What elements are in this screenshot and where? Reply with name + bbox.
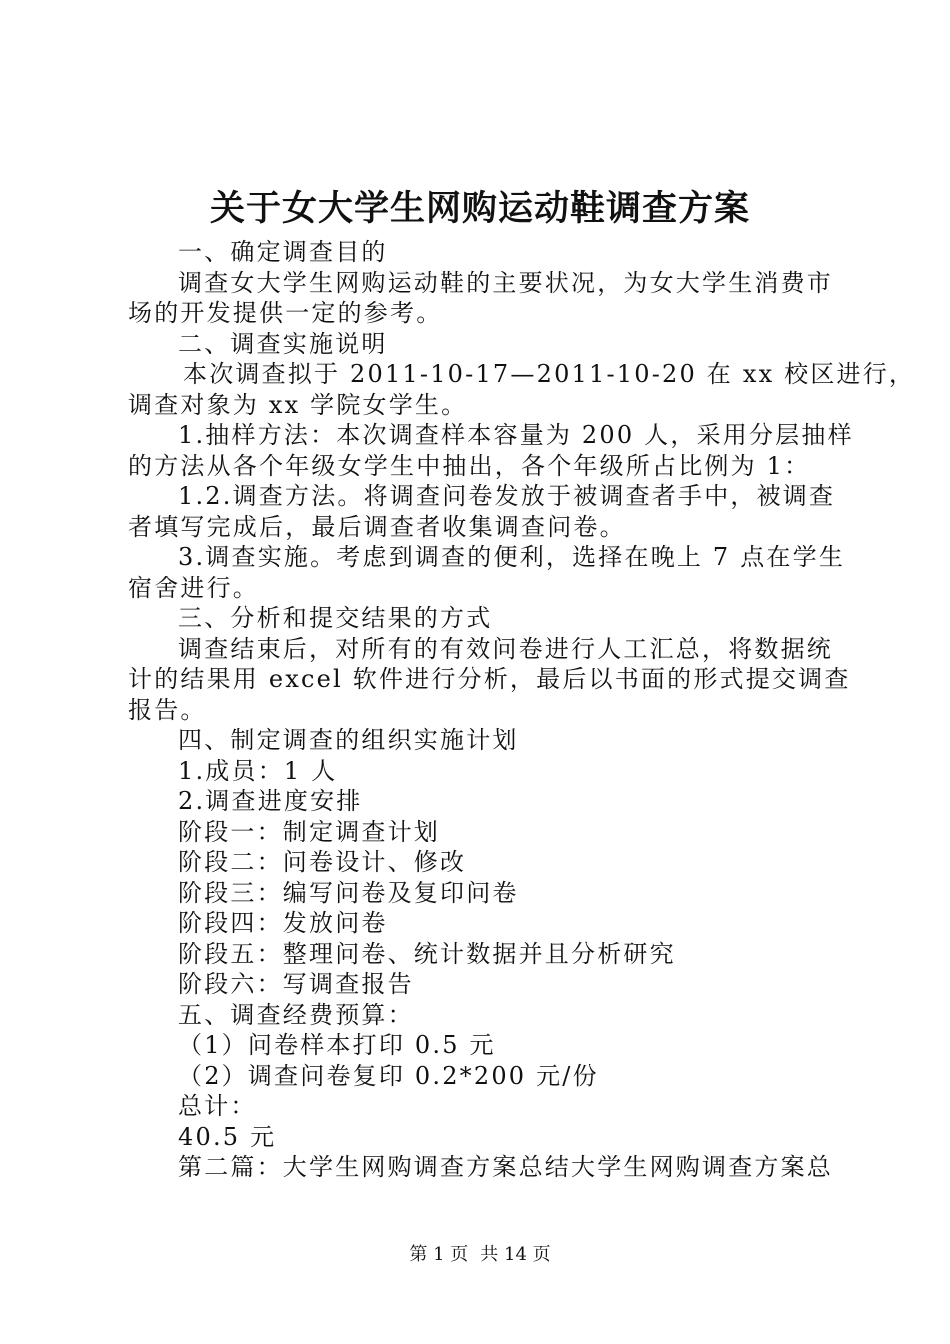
budget-item: （2）调查问卷复印 0.2*200 元/份 — [178, 1061, 599, 1090]
section-heading-3: 三、分析和提交结果的方式 — [178, 604, 493, 632]
schedule-item: 阶段三：编写问卷及复印问卷 — [178, 878, 519, 907]
paragraph-line: 调查女大学生网购运动鞋的主要状况，为女大学生消费市 — [178, 268, 833, 297]
section-heading-4: 四、制定调查的组织实施计划 — [178, 726, 519, 754]
budget-item: （1）问卷样本打印 0.5 元 — [178, 1031, 496, 1059]
schedule-item: 阶段六：写调查报告 — [178, 970, 414, 998]
budget-total-label: 总计： — [178, 1092, 257, 1120]
paragraph-line: 调查对象为 xx 学院女学生。 — [128, 390, 468, 419]
page-footer — [0, 1244, 950, 1266]
paragraph-line: 本次调查拟于 2011-10-17—2011-10-20 在 xx 校区进行， — [183, 360, 916, 388]
list-item: 1.成员：1 人 — [178, 756, 338, 785]
section-heading-5: 五、调查经费预算： — [178, 1000, 414, 1029]
paragraph-line: 场的开发提供一定的参考。 — [128, 299, 443, 327]
paragraph-line: 报告。 — [128, 695, 207, 724]
paragraph-line: 1.抽样方法：本次调查样本容量为 200 人，采用分层抽样 — [178, 421, 854, 449]
schedule-item: 阶段四：发放问卷 — [178, 909, 388, 937]
section-heading-2: 二、调查实施说明 — [178, 329, 388, 358]
list-item: 2.调查进度安排 — [178, 787, 363, 815]
document-title: 关于女大学生网购运动鞋调查方案 — [209, 188, 750, 229]
paragraph-line: 1.2.调查方法。将调查问卷发放于被调查者手中，被调查 — [178, 482, 836, 510]
schedule-item: 阶段一：制定调查计划 — [178, 817, 440, 846]
page-number: 第 1 页 — [409, 1244, 469, 1265]
schedule-item: 阶段五：整理问卷、统计数据并且分析研究 — [178, 939, 676, 968]
next-article-heading: 第二篇：大学生网购调查方案总结大学生网购调查方案总 — [178, 1153, 833, 1181]
document-body — [128, 237, 916, 1183]
paragraph-line: 的方法从各个年级女学生中抽出，各个年级所占比例为 1： — [128, 451, 811, 480]
schedule-item: 阶段二：问卷设计、修改 — [178, 848, 467, 876]
budget-total-value: 40.5 元 — [178, 1122, 277, 1151]
paragraph-line: 者填写完成后，最后调查者收集调查问卷。 — [128, 512, 626, 541]
paragraph-line: 调查结束后，对所有的有效问卷进行人工汇总，将数据统 — [178, 634, 833, 663]
paragraph-line: 计的结果用 excel 软件进行分析，最后以书面的形式提交调查 — [128, 665, 851, 693]
paragraph-line: 3.调查实施。考虑到调查的便利，选择在晚上 7 点在学生 — [178, 543, 846, 571]
paragraph-line: 宿舍进行。 — [128, 573, 259, 602]
section-heading-1: 一、确定调查目的 — [178, 238, 388, 266]
page-total: 共 14 页 — [480, 1244, 551, 1265]
